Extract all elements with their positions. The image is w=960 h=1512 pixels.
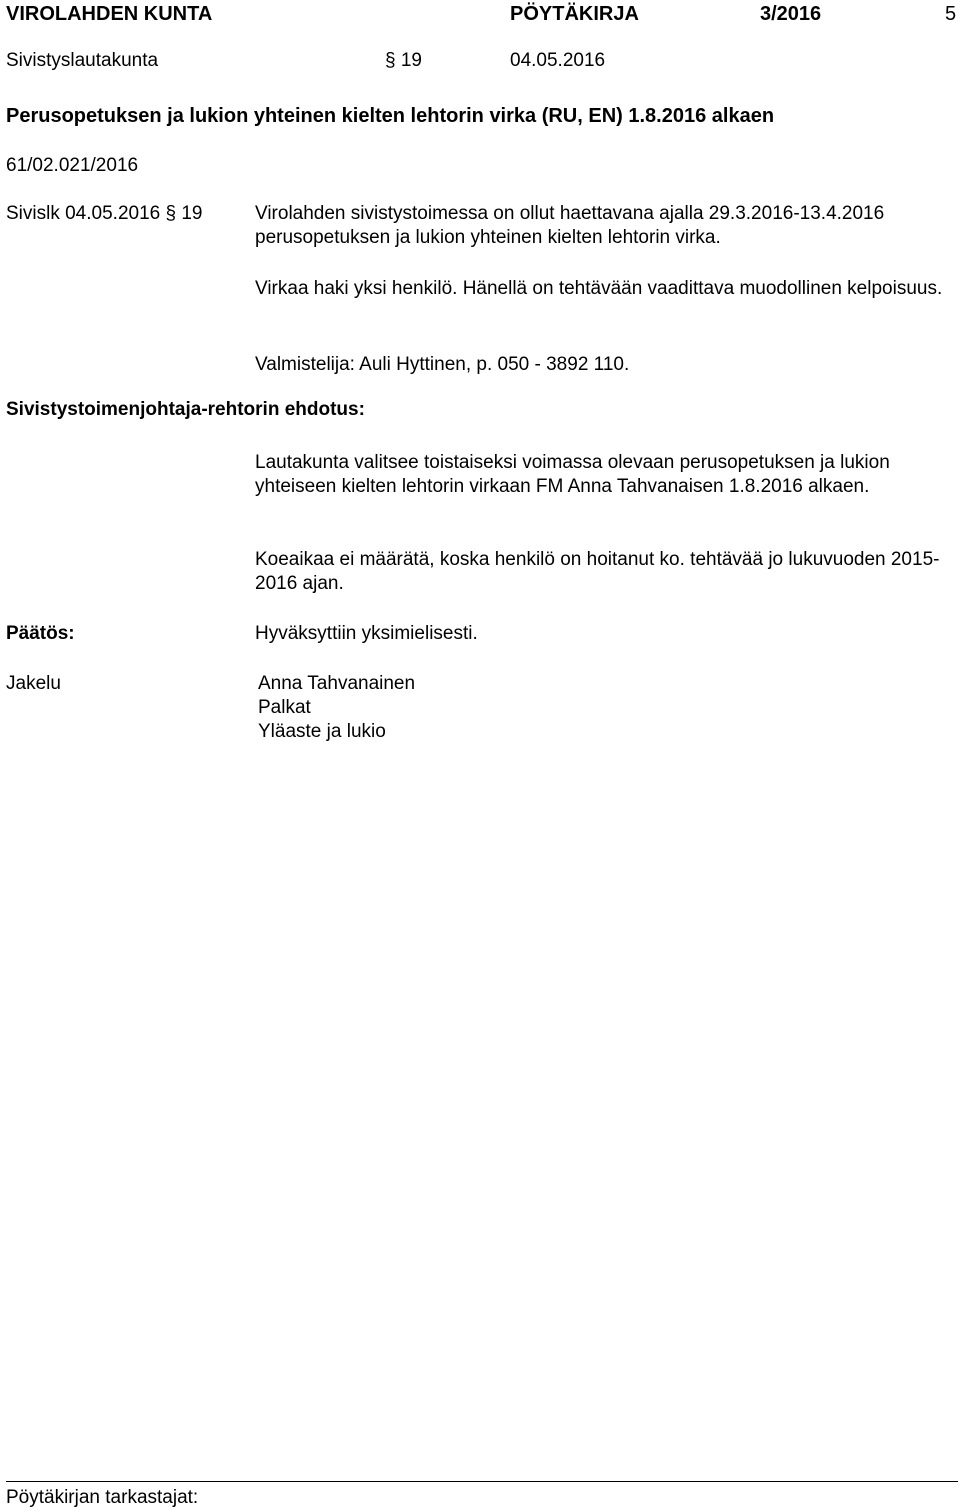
- proposal-label: Sivistystoimenjohtaja-rehtorin ehdotus:: [6, 399, 365, 420]
- distribution-item: Yläaste ja lukio: [258, 721, 386, 742]
- paragraph-preparer: Valmistelija: Auli Hyttinen, p. 050 - 3892 110.: [255, 354, 630, 375]
- decision-label: Päätös:: [6, 623, 75, 644]
- decision-text: Hyväksyttiin yksimielisesti.: [255, 623, 478, 644]
- distribution-item: Anna Tahvanainen: [258, 673, 416, 694]
- organization-name: VIROLAHDEN KUNTA: [6, 3, 213, 25]
- distribution-label: Jakelu: [6, 673, 61, 694]
- footer-label: Pöytäkirjan tarkastajat:: [6, 1487, 199, 1508]
- distribution-item: Palkat: [258, 697, 311, 718]
- section-number: § 19: [385, 50, 422, 71]
- item-title: Perusopetuksen ja lukion yhteinen kielten lehtorin virka (RU, EN) 1.8.2016 alkaen: [6, 105, 775, 127]
- document-number: 3/2016: [760, 3, 822, 25]
- distribution-list: [258, 672, 415, 744]
- reference: Sivislk 04.05.2016 § 19: [6, 203, 203, 224]
- paragraph-applicants: Virkaa haki yksi henkilö. Hänellä on tehtävään vaadittava muodollinen kelpoisuus.: [255, 278, 943, 299]
- paragraph-announcement: Virolahden sivistystoimessa on ollut haettavana ajalla 29.3.2016-13.4.2016 perusopetuksen ja lukion yhteinen kielten lehtorin virka.: [255, 203, 885, 248]
- proposal-probation: Koeaikaa ei määrätä, koska henkilö on hoitanut ko. tehtävää jo lukuvuoden 2015-2016 ajan.: [255, 549, 940, 594]
- case-id: 61/02.021/2016: [6, 155, 139, 176]
- page-number: 5: [945, 3, 957, 25]
- meeting-date: 04.05.2016: [510, 50, 606, 71]
- document-type: PÖYTÄKIRJA: [510, 3, 639, 25]
- body-name: Sivistyslautakunta: [6, 50, 159, 71]
- footer-divider: [6, 1481, 958, 1482]
- proposal-paragraph: Lautakunta valitsee toistaiseksi voimassa olevaan perusopetuksen ja lukion yhteiseen kielten lehtorin virkaan FM Anna Tahvanaisen 1.8.2016 alkaen.: [255, 452, 890, 497]
